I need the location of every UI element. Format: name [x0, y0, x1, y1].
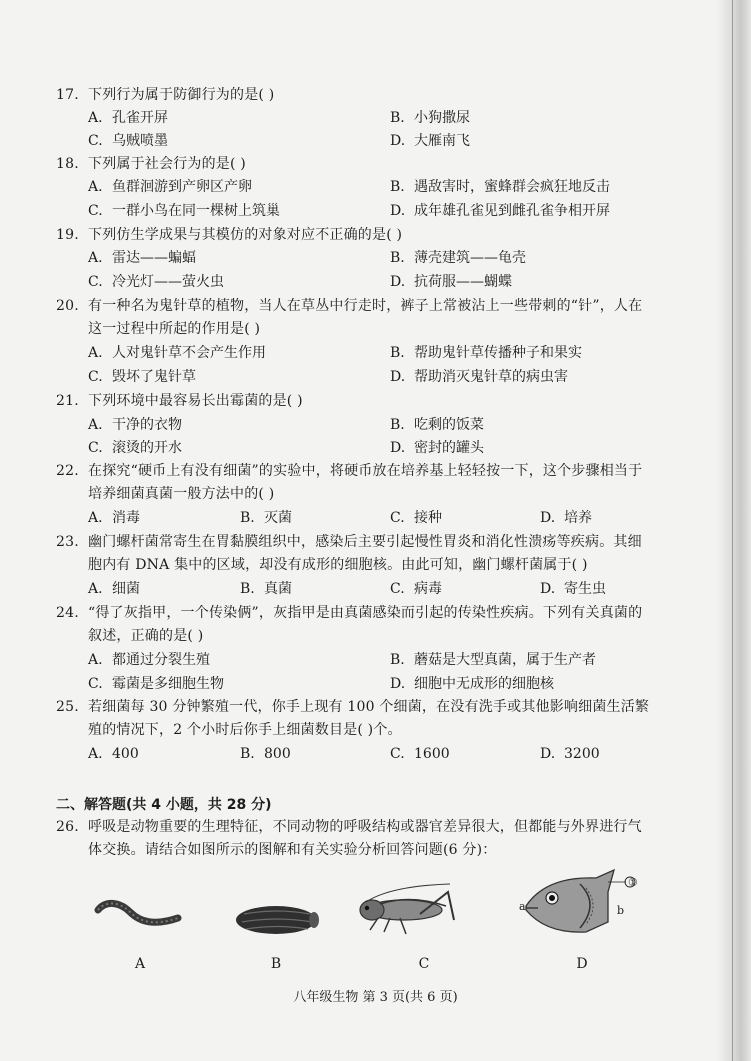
question-26-line-2: 体交换。请结合如图所示的图解和有关实验分析回答问题(6 分)：	[88, 842, 497, 858]
grasshopper-illustration	[350, 880, 465, 942]
fish-label-circle-1: ①	[628, 876, 638, 889]
question-22: 22. 在探究“硬币上有没有细菌”的实验中，将硬币放在培养基上轻轻按一下，这个步骤相当于	[56, 463, 643, 479]
q19-option-c: C. 冷光灯——萤火虫	[88, 274, 224, 290]
q18-option-a: A. 鱼群洄游到产卵区产卵	[88, 179, 252, 195]
q19-option-d: D. 抗荷服——蝴蝶	[390, 274, 512, 290]
figure-label-d: D	[576, 956, 588, 972]
section-title: 二、解答题(共 4 小题，共 28 分)	[56, 797, 272, 813]
q20-option-c: C. 毁坏了鬼针草	[88, 369, 196, 385]
fish-label-a: a	[519, 900, 526, 913]
question-17: 17. 下列行为属于防御行为的是( )	[56, 87, 275, 103]
q23-option-c: C. 病毒	[390, 581, 442, 597]
q25-option-c: C. 1600	[390, 746, 450, 762]
question-24: 24. “得了灰指甲，一个传染俩”，灰指甲是由真菌感染而引起的传染性疾病。下列有关真菌的	[56, 605, 643, 621]
q23-option-d: D. 寄生虫	[540, 581, 606, 597]
fish-label-b: b	[617, 904, 625, 917]
q24-option-c: C. 霉菌是多细胞生物	[88, 676, 224, 692]
question-18: 18. 下列属于社会行为的是( )	[56, 156, 246, 172]
q25-option-d: D. 3200	[540, 746, 600, 762]
figure-label-a: A	[134, 956, 146, 972]
q25-option-a: A. 400	[88, 746, 139, 762]
q17-option-d: D. 大雁南飞	[390, 133, 470, 149]
q21-option-a: A. 干净的衣物	[88, 417, 182, 433]
q18-option-d: D. 成年雄孔雀见到雌孔雀争相开屏	[390, 203, 610, 219]
q22-option-c: C. 接种	[390, 510, 442, 526]
q22-option-a: A. 消毒	[88, 510, 140, 526]
question-20: 20. 有一种名为鬼针草的植物，当人在草丛中行走时，裤子上常被沾上一些带刺的“针”，人在	[56, 298, 643, 314]
fish-head-illustration	[516, 862, 646, 944]
q22-option-d: D. 培养	[540, 510, 592, 526]
question-20-line-2: 这一过程中所起的作用是( )	[88, 321, 261, 337]
q21-option-c: C. 滚烫的开水	[88, 440, 182, 456]
q20-option-a: A. 人对鬼针草不会产生作用	[88, 345, 266, 361]
q18-option-b: B. 遇敌害时，蜜蜂群会疯狂地反击	[390, 179, 610, 195]
q21-option-d: D. 密封的罐头	[390, 440, 484, 456]
q19-option-b: B. 薄壳建筑——龟壳	[390, 250, 526, 266]
question-24-line-2: 叙述，正确的是( )	[88, 628, 204, 644]
figure-label-c: C	[418, 956, 430, 972]
question-25: 25. 若细菌每 30 分钟繁殖一代，你手上现有 100 个细菌，在没有洗手或其他影响细菌生活繁	[56, 699, 650, 715]
q18-option-c: C. 一群小鸟在同一棵树上筑巢	[88, 203, 280, 219]
q23-option-b: B. 真菌	[240, 581, 292, 597]
q20-option-d: D. 帮助消灭鬼针草的病虫害	[390, 369, 568, 385]
q20-option-b: B. 帮助鬼针草传播种子和果实	[390, 345, 582, 361]
figure-label-b: B	[270, 956, 282, 972]
page-footer: 八年级生物 第 3 页(共 6 页)	[293, 990, 458, 1005]
q25-option-b: B. 800	[240, 746, 291, 762]
question-21: 21. 下列环境中最容易长出霉菌的是( )	[56, 393, 303, 409]
question-23: 23. 幽门螺杆菌常寄生在胃黏膜组织中，感染后主要引起慢性胃炎和消化性溃疡等疾病。其细	[56, 534, 642, 550]
question-26: 26. 呼吸是动物重要的生理特征，不同动物的呼吸结构或器官差异很大，但都能与外界进行气	[56, 819, 642, 835]
q17-option-a: A. 孔雀开屏	[88, 110, 168, 126]
question-22-line-2: 培养细菌真菌一般方法中的( )	[88, 486, 275, 502]
q23-option-a: A. 细菌	[88, 581, 140, 597]
q24-option-b: B. 蘑菇是大型真菌，属于生产者	[390, 652, 596, 668]
q21-option-b: B. 吃剩的饭菜	[390, 417, 484, 433]
q19-option-a: A. 雷达——蝙蝠	[88, 250, 196, 266]
q24-option-a: A. 都通过分裂生殖	[88, 652, 210, 668]
q24-option-d: D. 细胞中无成形的细胞核	[390, 676, 554, 692]
question-19: 19. 下列仿生学成果与其模仿的对象对应不正确的是( )	[56, 227, 403, 243]
question-23-line-2: 胞内有 DNA 集中的区域，却没有成形的细胞核。由此可知，幽门螺杆菌属于( )	[88, 557, 588, 573]
q17-option-b: B. 小狗撒尿	[390, 110, 470, 126]
q22-option-b: B. 灭菌	[240, 510, 292, 526]
question-25-line-2: 殖的情况下，2 个小时后你手上细菌数目是( )个。	[88, 722, 402, 738]
pupa-illustration	[230, 900, 320, 940]
earthworm-illustration	[92, 892, 184, 934]
q17-option-c: C. 乌贼喷墨	[88, 133, 168, 149]
